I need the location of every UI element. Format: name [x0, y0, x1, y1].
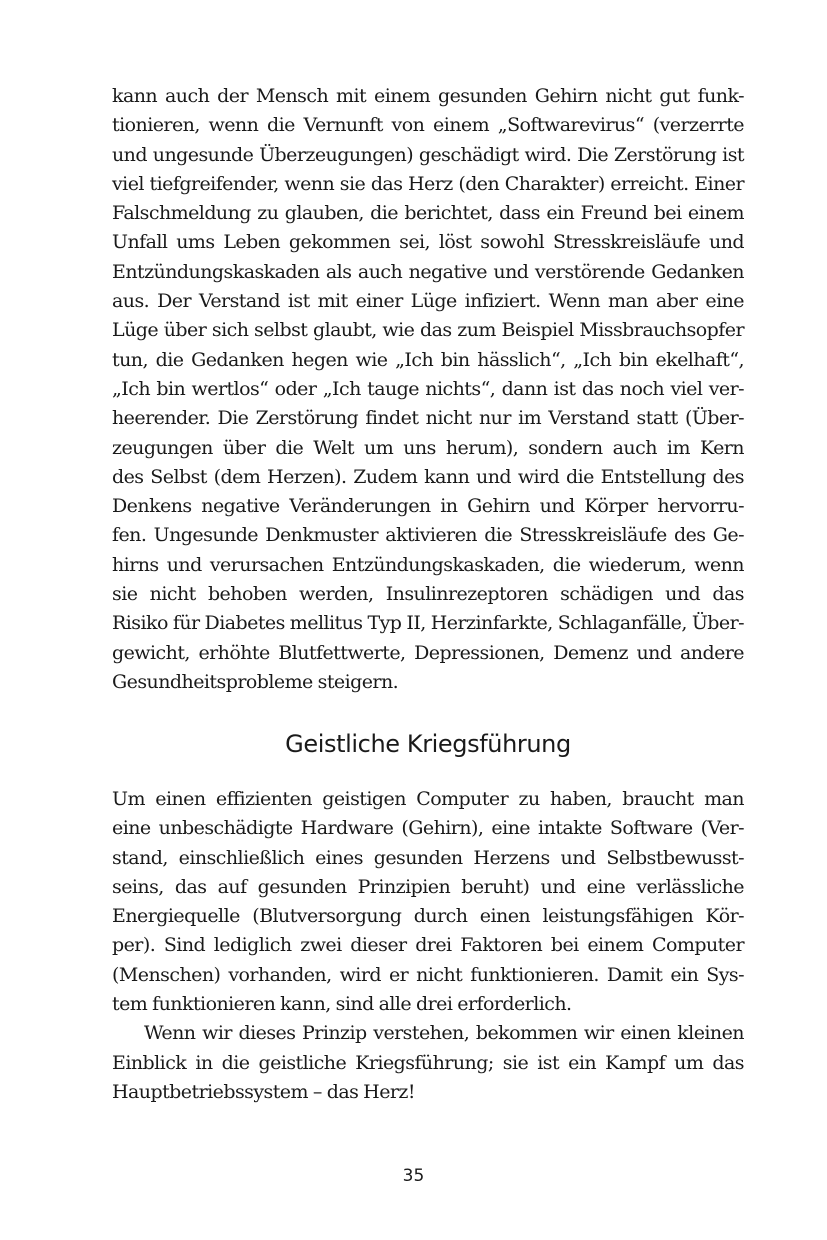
- text-line: und ungesunde Überzeugungen) geschädigt wird. Die Zerstörung ist: [112, 143, 744, 166]
- text-line: eine unbeschädigte Hardware (Gehirn), eine intakte Software (Ver-: [112, 817, 744, 840]
- text-line: heerender. Die Zerstörung findet nicht nur im Verstand statt (Über-: [112, 407, 744, 430]
- text-line: Risiko für Diabetes mellitus Typ II, Herzinfarkte, Schlaganfälle, Über-: [112, 612, 744, 635]
- text-line: Entzündungskaskaden als auch negative und verstörende Gedanken: [112, 260, 744, 283]
- text-line: gewicht, erhöhte Blutfettwerte, Depressionen, Demenz und andere: [112, 641, 744, 664]
- text-line: aus. Der Verstand ist mit einer Lüge infiziert. Wenn man aber eine: [112, 290, 744, 313]
- paragraph: [112, 1019, 744, 1107]
- paragraph: [112, 785, 744, 1019]
- text-line: Energiequelle (Blutversorgung durch einen leistungsfähigen Kör-: [112, 905, 744, 928]
- text-line: seins, das auf gesunden Prinzipien beruht) und eine verlässliche: [112, 875, 744, 898]
- text-line: per). Sind lediglich zwei dieser drei Faktoren bei einem Computer: [112, 934, 744, 957]
- text-line: Hauptbetriebssystem – das Herz!: [112, 1080, 415, 1103]
- text-line: Einblick in die geistliche Kriegsführung; sie ist ein Kampf um das: [112, 1051, 744, 1074]
- text-line: „Ich bin wertlos“ oder „Ich tauge nichts“, dann ist das noch viel ver-: [112, 377, 744, 400]
- text-line: viel tiefgreifender, wenn sie das Herz (den Charakter) erreicht. Einer: [112, 172, 744, 195]
- text-line: Denkens negative Veränderungen in Gehirn und Körper hervorru-: [112, 495, 744, 518]
- text-line: fen. Ungesunde Denkmuster aktivieren die Stresskreisläufe des Ge-: [112, 524, 744, 547]
- text-line: Um einen effizienten geistigen Computer zu haben, braucht man: [112, 788, 744, 810]
- text-line: Unfall ums Leben gekommen sei, löst sowohl Stresskreisläufe und: [112, 231, 744, 254]
- text-line: tun, die Gedanken hegen wie „Ich bin hässlich“, „Ich bin ekelhaft“,: [112, 348, 744, 371]
- text-line: Wenn wir dieses Prinzip verstehen, bekommen wir einen kleinen: [144, 1022, 744, 1045]
- text-line: tionieren, wenn die Vernunft von einem „Softwarevirus“ (verzerrte: [112, 114, 744, 137]
- text-line: kann auch der Mensch mit einem gesunden Gehirn nicht gut funk-: [112, 85, 744, 107]
- text-line: zeugungen über die Welt um uns herum), sondern auch im Kern: [112, 436, 744, 459]
- page-number: 35: [402, 1166, 425, 1186]
- section-heading: Geistliche Kriegsführung: [285, 730, 571, 758]
- text-line: Falschmeldung zu glauben, die berichtet, dass ein Freund bei einem: [112, 202, 744, 225]
- text-line: stand, einschließlich eines gesunden Herzens und Selbstbewusst-: [112, 846, 744, 869]
- text-line: des Selbst (dem Herzen). Zudem kann und wird die Entstellung des: [112, 465, 744, 488]
- section-text-block: [112, 785, 744, 1107]
- paragraph-continuation: [112, 82, 744, 697]
- text-line: sie nicht behoben werden, Insulinrezeptoren schädigen und das: [112, 583, 744, 606]
- text-line: (Menschen) vorhanden, wird er nicht funktionieren. Damit ein Sys-: [112, 963, 744, 986]
- text-line: Lüge über sich selbst glaubt, wie das zum Beispiel Missbrauchsopfer: [112, 319, 744, 342]
- text-line: tem funktionieren kann, sind alle drei erforderlich.: [112, 993, 572, 1016]
- body-text-block: [112, 82, 744, 697]
- text-line: Gesundheitsprobleme steigern.: [112, 670, 399, 693]
- text-line: hirns und verursachen Entzündungskaskaden, die wiederum, wenn: [112, 553, 744, 576]
